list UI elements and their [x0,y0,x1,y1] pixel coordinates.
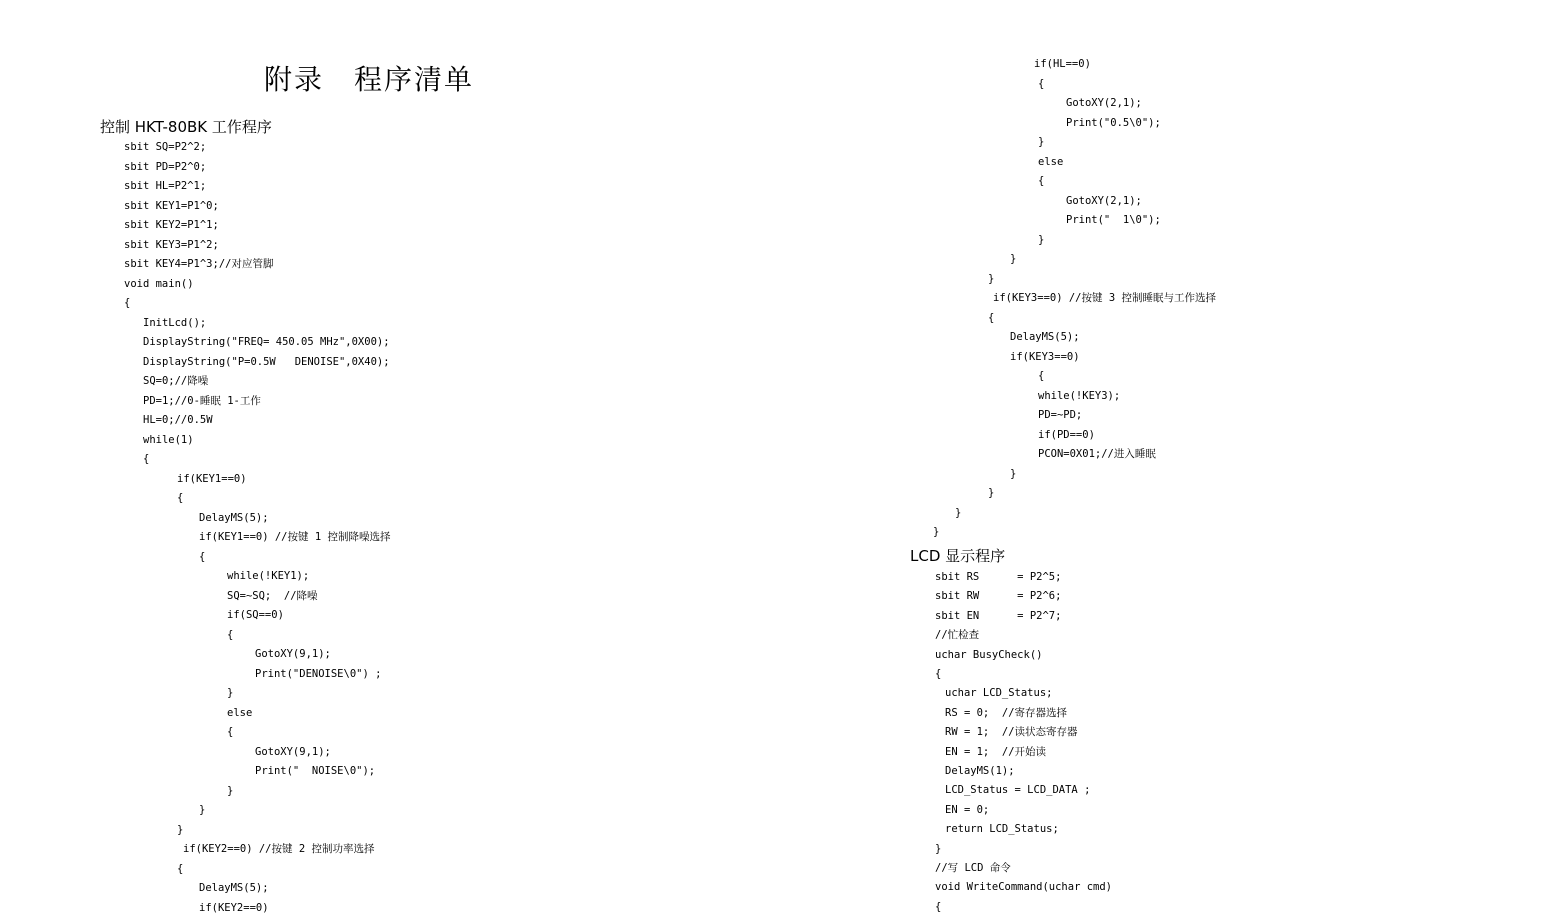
code-line: GotoXY(2,1); [1066,194,1142,207]
code-line: sbit HL=P2^1; [124,180,207,192]
code-line: if(PD==0) [1038,428,1095,441]
code-line: sbit KEY1=P1^0; [124,199,219,212]
code-line: sbit RW = P2^6; [935,590,1062,603]
code-line: { [177,492,184,504]
code-line: while(!KEY1); [227,570,310,582]
code-line: { [227,726,234,738]
code-line: } [1038,136,1045,148]
code-line: Print("0.5\0"); [1066,116,1161,129]
code-line: if(KEY3==0) [1010,350,1080,363]
code-line: { [124,297,131,309]
code-line: } [1038,233,1045,246]
code-line: sbit SQ=P2^2; [124,141,207,153]
code-line: if(SQ==0) [227,609,284,621]
code-line: { [177,862,184,875]
page-title: 附录 程序清单 [264,63,475,96]
code-line: { [1038,370,1045,382]
code-line: if(KEY2==0) //按键 2 控制功率选择 [183,843,375,855]
code-line: uchar LCD_Status; [945,687,1053,700]
code-line: while(!KEY3); [1038,389,1121,402]
code-line: RW = 1; //读状态寄存器 [945,726,1078,739]
code-line: GotoXY(2,1); [1066,97,1142,109]
code-line: Print(" 1\0"); [1066,214,1161,226]
code-line: } [1010,253,1017,265]
code-line: PD=1;//0-睡眠 1-工作 [143,394,261,407]
code-line: { [935,900,942,913]
code-line: RS = 0; //寄存器选择 [945,706,1068,719]
code-line: sbit KEY2=P1^1; [124,219,219,231]
code-line: { [1038,175,1045,187]
code-line: //忙检查 [935,629,980,642]
code-line: } [955,506,962,519]
code-line: sbit RS = P2^5; [935,571,1062,583]
code-line: return LCD_Status; [945,823,1059,836]
left-code-heading: 控制 HKT-80BK 工作程序 [100,118,272,136]
code-line: } [227,687,234,699]
code-line: DelayMS(5); [199,511,269,524]
code-line: GotoXY(9,1); [255,648,331,660]
code-line: sbit EN = P2^7; [935,609,1062,622]
code-line: PCON=0X01;//进入睡眠 [1038,448,1156,460]
code-line: //写 LCD 命令 [935,862,1011,874]
code-line: SQ=~SQ; //降噪 [227,589,318,602]
code-line: uchar BusyCheck() [935,648,1043,661]
code-line: { [199,550,206,563]
code-line: SQ=0;//降噪 [143,375,209,387]
code-line: } [988,272,995,285]
code-line: { [1038,77,1045,90]
code-line: Print("DENOISE\0") ; [255,667,382,680]
code-line: Print(" NOISE\0"); [255,765,376,777]
code-line: else [227,706,253,719]
code-line: } [227,784,234,797]
lcd-code-heading: LCD 显示程序 [910,547,1006,565]
code-line: HL=0;//0.5W [143,414,213,426]
code-line: DelayMS(1); [945,765,1015,777]
code-line: } [199,804,206,816]
code-line: if(KEY1==0) //按键 1 控制降噪选择 [199,531,391,543]
code-line: void main() [124,277,194,290]
code-line: } [1010,467,1017,480]
code-line: if(KEY2==0) [199,901,269,914]
code-line: EN = 0; [945,803,990,816]
code-line: } [177,823,184,836]
code-line: else [1038,155,1064,168]
code-line: if(HL==0) [1034,58,1091,70]
code-line: PD=~PD; [1038,409,1083,421]
code-line: if(KEY1==0) [177,472,247,485]
code-line: { [935,668,942,680]
code-line: sbit PD=P2^0; [124,160,207,173]
code-line: DisplayString("P=0.5W DENOISE",0X40); [143,355,390,368]
code-line: InitLcd(); [143,316,207,329]
code-line: DelayMS(5); [199,882,269,894]
code-line: sbit KEY4=P1^3;//对应管脚 [124,258,274,270]
code-line: DisplayString("FREQ= 450.05 MHz",0X00); [143,336,390,348]
code-line: EN = 1; //开始读 [945,745,1047,758]
code-line: if(KEY3==0) //按键 3 控制睡眠与工作选择 [993,292,1216,304]
code-line: LCD_Status = LCD_DATA ; [945,784,1091,797]
code-line: } [988,487,995,499]
code-line: { [227,628,234,641]
code-line: while(1) [143,433,194,446]
code-line: } [933,526,940,538]
code-line: GotoXY(9,1); [255,745,331,758]
code-line: sbit KEY3=P1^2; [124,238,219,251]
code-line: void WriteCommand(uchar cmd) [935,881,1113,894]
code-line: } [935,842,942,855]
code-line: DelayMS(5); [1010,331,1080,343]
code-line: { [143,453,150,465]
code-line: { [988,311,995,324]
